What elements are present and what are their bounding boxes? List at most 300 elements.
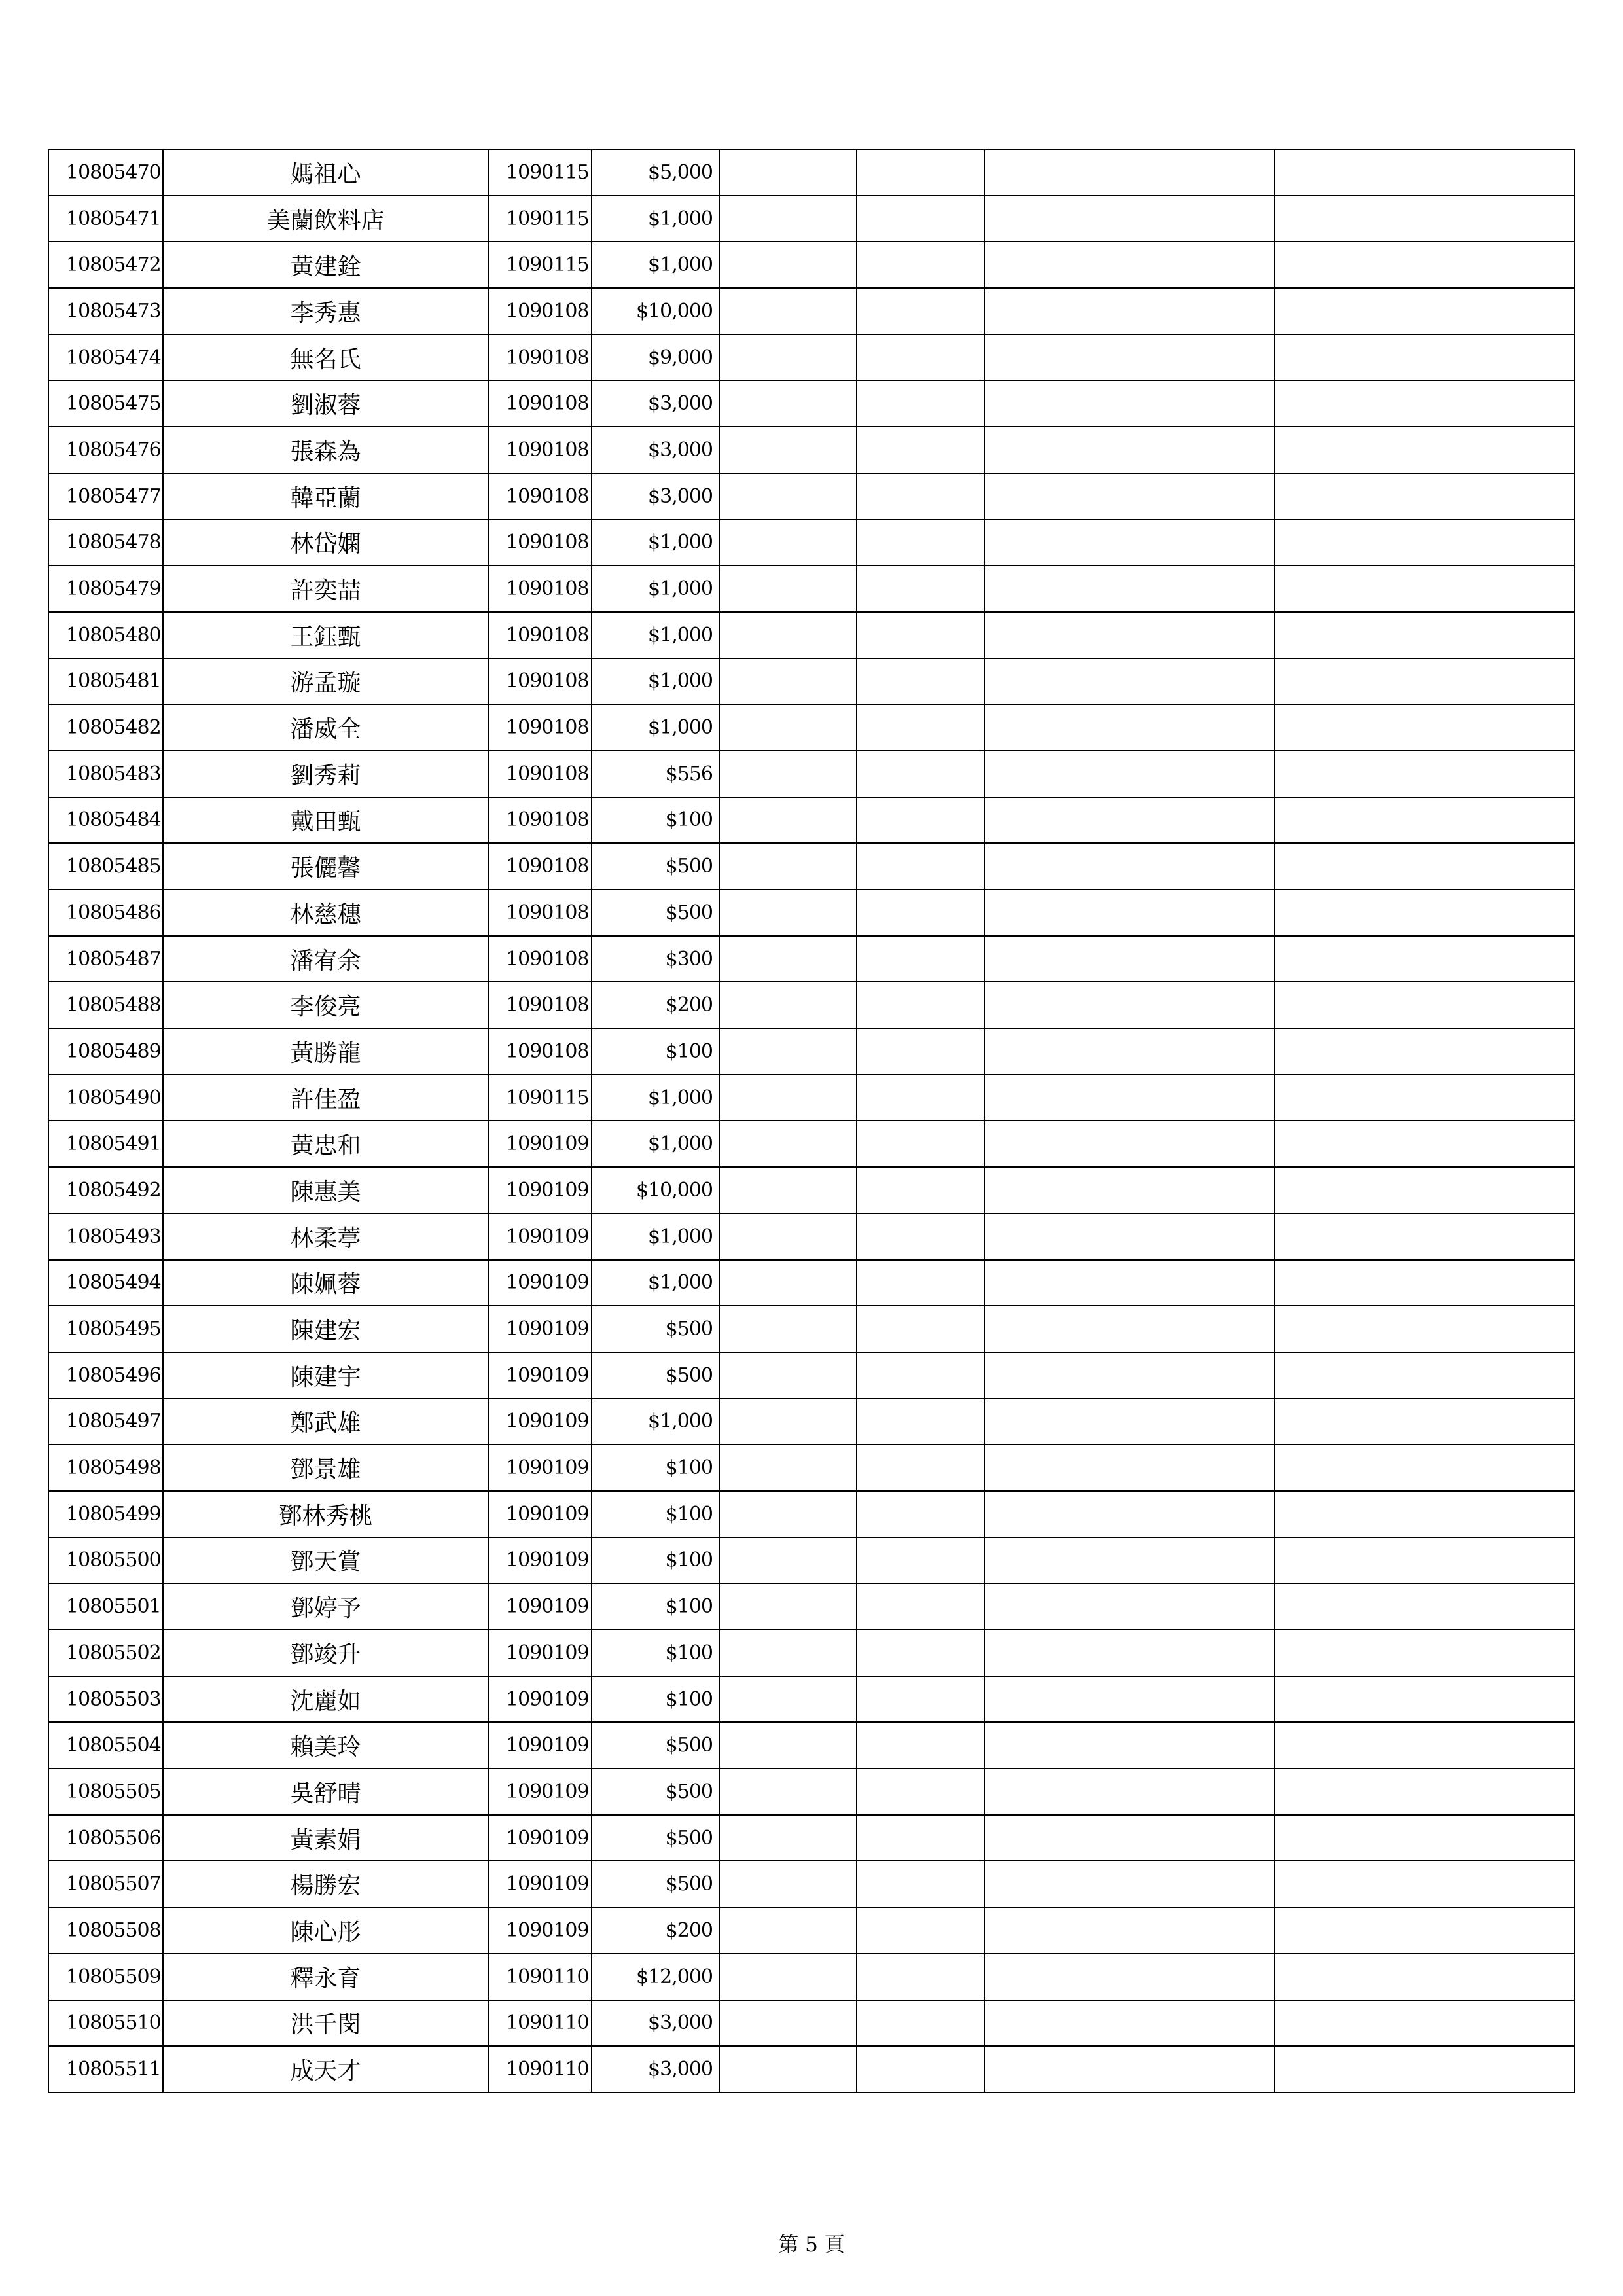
date-cell: 1090108: [488, 427, 592, 473]
table-row: [48, 843, 1575, 889]
empty-cell: [719, 380, 857, 427]
donor-name-cell: 黃素娟: [163, 1815, 488, 1861]
empty-cell: [984, 196, 1274, 242]
empty-cell: [1274, 751, 1575, 797]
table-row: [48, 1213, 1575, 1260]
empty-cell: [1274, 1491, 1575, 1537]
empty-cell: [719, 520, 857, 566]
empty-cell: [984, 658, 1274, 705]
date-cell: 1090109: [488, 1491, 592, 1537]
empty-cell: [719, 1491, 857, 1537]
empty-cell: [719, 1815, 857, 1861]
empty-cell: [1274, 473, 1575, 520]
table-body: [48, 149, 1575, 2092]
empty-cell: [857, 1306, 984, 1352]
empty-cell: [1274, 1213, 1575, 1260]
empty-cell: [719, 751, 857, 797]
date-cell: 1090110: [488, 1954, 592, 2000]
empty-cell: [719, 1028, 857, 1075]
table-row: [48, 196, 1575, 242]
donor-name-cell: 王鈺甄: [163, 612, 488, 658]
donor-name-cell: 張儷馨: [163, 843, 488, 889]
empty-cell: [1274, 2046, 1575, 2092]
date-cell: 1090108: [488, 936, 592, 982]
empty-cell: [857, 1444, 984, 1491]
donor-name-cell: 釋永育: [163, 1954, 488, 2000]
empty-cell: [857, 1491, 984, 1537]
empty-cell: [719, 2000, 857, 2047]
empty-cell: [984, 149, 1274, 196]
table-row: [48, 1583, 1575, 1630]
empty-cell: [1274, 427, 1575, 473]
empty-cell: [857, 242, 984, 288]
receipt-number-cell: 10805482: [48, 704, 163, 751]
amount-cell: $3,000: [592, 380, 719, 427]
donor-name-cell: 鄧婷予: [163, 1583, 488, 1630]
empty-cell: [1274, 1399, 1575, 1445]
empty-cell: [719, 1121, 857, 1167]
empty-cell: [857, 334, 984, 381]
empty-cell: [984, 565, 1274, 612]
empty-cell: [1274, 334, 1575, 381]
empty-cell: [1274, 2000, 1575, 2047]
receipt-number-cell: 10805492: [48, 1167, 163, 1213]
date-cell: 1090108: [488, 889, 592, 936]
empty-cell: [1274, 1352, 1575, 1399]
empty-cell: [984, 1213, 1274, 1260]
receipt-number-cell: 10805507: [48, 1861, 163, 1907]
amount-cell: $1,000: [592, 520, 719, 566]
amount-cell: $1,000: [592, 658, 719, 705]
empty-cell: [719, 242, 857, 288]
donor-name-cell: 張森為: [163, 427, 488, 473]
empty-cell: [857, 1954, 984, 2000]
empty-cell: [1274, 1075, 1575, 1121]
date-cell: 1090109: [488, 1630, 592, 1676]
empty-cell: [719, 843, 857, 889]
empty-cell: [719, 427, 857, 473]
empty-cell: [719, 473, 857, 520]
empty-cell: [984, 2046, 1274, 2092]
empty-cell: [984, 520, 1274, 566]
empty-cell: [857, 843, 984, 889]
amount-cell: $3,000: [592, 473, 719, 520]
table-row: [48, 1075, 1575, 1121]
empty-cell: [857, 612, 984, 658]
receipt-number-cell: 10805470: [48, 149, 163, 196]
table-row: [48, 658, 1575, 705]
date-cell: 1090109: [488, 1907, 592, 1954]
empty-cell: [1274, 520, 1575, 566]
amount-cell: $100: [592, 1630, 719, 1676]
amount-cell: $10,000: [592, 288, 719, 334]
table-row: [48, 1861, 1575, 1907]
empty-cell: [1274, 1954, 1575, 2000]
donor-name-cell: 陳建宏: [163, 1306, 488, 1352]
amount-cell: $500: [592, 843, 719, 889]
receipt-number-cell: 10805509: [48, 1954, 163, 2000]
donor-name-cell: 黃勝龍: [163, 1028, 488, 1075]
table-row: [48, 889, 1575, 936]
empty-cell: [719, 196, 857, 242]
empty-cell: [1274, 658, 1575, 705]
donor-name-cell: 鄭武雄: [163, 1399, 488, 1445]
empty-cell: [719, 1444, 857, 1491]
receipt-number-cell: 10805485: [48, 843, 163, 889]
empty-cell: [984, 751, 1274, 797]
empty-cell: [984, 1352, 1274, 1399]
donor-name-cell: 陳建宇: [163, 1352, 488, 1399]
empty-cell: [984, 612, 1274, 658]
donor-name-cell: 陳心彤: [163, 1907, 488, 1954]
date-cell: 1090109: [488, 1583, 592, 1630]
empty-cell: [719, 704, 857, 751]
empty-cell: [719, 149, 857, 196]
donor-name-cell: 鄧景雄: [163, 1444, 488, 1491]
empty-cell: [1274, 380, 1575, 427]
empty-cell: [984, 380, 1274, 427]
empty-cell: [857, 1121, 984, 1167]
empty-cell: [719, 2046, 857, 2092]
empty-cell: [984, 1907, 1274, 1954]
date-cell: 1090109: [488, 1306, 592, 1352]
date-cell: 1090108: [488, 797, 592, 844]
date-cell: 1090109: [488, 1213, 592, 1260]
date-cell: 1090108: [488, 612, 592, 658]
empty-cell: [857, 1075, 984, 1121]
donor-name-cell: 美蘭飲料店: [163, 196, 488, 242]
donor-name-cell: 林慈穗: [163, 889, 488, 936]
donor-name-cell: 媽祖心: [163, 149, 488, 196]
empty-cell: [857, 1352, 984, 1399]
amount-cell: $100: [592, 1676, 719, 1723]
empty-cell: [719, 1075, 857, 1121]
table-row: [48, 612, 1575, 658]
amount-cell: $3,000: [592, 2000, 719, 2047]
donor-name-cell: 成天才: [163, 2046, 488, 2092]
receipt-number-cell: 10805511: [48, 2046, 163, 2092]
empty-cell: [719, 1954, 857, 2000]
amount-cell: $1,000: [592, 1213, 719, 1260]
empty-cell: [719, 889, 857, 936]
empty-cell: [1274, 565, 1575, 612]
empty-cell: [857, 1213, 984, 1260]
table-row: [48, 797, 1575, 844]
empty-cell: [984, 1028, 1274, 1075]
table-row: [48, 1028, 1575, 1075]
donor-name-cell: 沈麗如: [163, 1676, 488, 1723]
empty-cell: [719, 1583, 857, 1630]
receipt-number-cell: 10805501: [48, 1583, 163, 1630]
donor-name-cell: 許佳盈: [163, 1075, 488, 1121]
donor-name-cell: 楊勝宏: [163, 1861, 488, 1907]
empty-cell: [1274, 149, 1575, 196]
amount-cell: $500: [592, 1722, 719, 1768]
empty-cell: [719, 1722, 857, 1768]
empty-cell: [857, 982, 984, 1028]
receipt-number-cell: 10805476: [48, 427, 163, 473]
empty-cell: [719, 612, 857, 658]
receipt-number-cell: 10805480: [48, 612, 163, 658]
empty-cell: [984, 1491, 1274, 1537]
donor-name-cell: 林柔葶: [163, 1213, 488, 1260]
empty-cell: [984, 1075, 1274, 1121]
empty-cell: [857, 1260, 984, 1306]
donor-name-cell: 李秀惠: [163, 288, 488, 334]
table-row: [48, 1676, 1575, 1723]
empty-cell: [984, 1167, 1274, 1213]
date-cell: 1090108: [488, 1028, 592, 1075]
donation-table: [48, 149, 1575, 2093]
table-row: [48, 427, 1575, 473]
donor-name-cell: 潘宥余: [163, 936, 488, 982]
receipt-number-cell: 10805472: [48, 242, 163, 288]
empty-cell: [857, 380, 984, 427]
page-number: 第 5 頁: [778, 2233, 845, 2257]
empty-cell: [1274, 1676, 1575, 1723]
date-cell: 1090109: [488, 1676, 592, 1723]
table-row: [48, 565, 1575, 612]
date-cell: 1090108: [488, 843, 592, 889]
table-row: [48, 242, 1575, 288]
table-row: [48, 149, 1575, 196]
empty-cell: [984, 704, 1274, 751]
receipt-number-cell: 10805500: [48, 1537, 163, 1584]
date-cell: 1090109: [488, 1722, 592, 1768]
empty-cell: [1274, 1907, 1575, 1954]
receipt-number-cell: 10805486: [48, 889, 163, 936]
receipt-number-cell: 10805479: [48, 565, 163, 612]
receipt-number-cell: 10805493: [48, 1213, 163, 1260]
table-row: [48, 1630, 1575, 1676]
empty-cell: [984, 1722, 1274, 1768]
empty-cell: [984, 1630, 1274, 1676]
donor-name-cell: 戴田甄: [163, 797, 488, 844]
empty-cell: [1274, 1722, 1575, 1768]
table-row: [48, 520, 1575, 566]
empty-cell: [1274, 1028, 1575, 1075]
date-cell: 1090109: [488, 1167, 592, 1213]
empty-cell: [719, 288, 857, 334]
empty-cell: [1274, 288, 1575, 334]
empty-cell: [1274, 1167, 1575, 1213]
empty-cell: [984, 1399, 1274, 1445]
empty-cell: [984, 1768, 1274, 1815]
empty-cell: [984, 1583, 1274, 1630]
date-cell: 1090108: [488, 380, 592, 427]
empty-cell: [984, 1676, 1274, 1723]
empty-cell: [984, 1121, 1274, 1167]
receipt-number-cell: 10805497: [48, 1399, 163, 1445]
empty-cell: [1274, 612, 1575, 658]
empty-cell: [1274, 843, 1575, 889]
date-cell: 1090109: [488, 1768, 592, 1815]
empty-cell: [719, 797, 857, 844]
date-cell: 1090109: [488, 1815, 592, 1861]
date-cell: 1090109: [488, 1861, 592, 1907]
empty-cell: [984, 1815, 1274, 1861]
amount-cell: $500: [592, 1306, 719, 1352]
donor-name-cell: 潘威全: [163, 704, 488, 751]
empty-cell: [1274, 1537, 1575, 1584]
donor-name-cell: 賴美玲: [163, 1722, 488, 1768]
date-cell: 1090108: [488, 982, 592, 1028]
donor-name-cell: 劉淑蓉: [163, 380, 488, 427]
empty-cell: [984, 1861, 1274, 1907]
donor-name-cell: 鄧林秀桃: [163, 1491, 488, 1537]
date-cell: 1090108: [488, 288, 592, 334]
empty-cell: [984, 797, 1274, 844]
empty-cell: [857, 1907, 984, 1954]
empty-cell: [984, 1954, 1274, 2000]
date-cell: 1090115: [488, 196, 592, 242]
empty-cell: [1274, 1630, 1575, 1676]
amount-cell: $500: [592, 1815, 719, 1861]
empty-cell: [719, 1537, 857, 1584]
amount-cell: $100: [592, 797, 719, 844]
amount-cell: $500: [592, 1861, 719, 1907]
empty-cell: [719, 1213, 857, 1260]
table-row: [48, 380, 1575, 427]
empty-cell: [984, 288, 1274, 334]
receipt-number-cell: 10805510: [48, 2000, 163, 2047]
amount-cell: $1,000: [592, 1121, 719, 1167]
empty-cell: [1274, 1815, 1575, 1861]
empty-cell: [984, 242, 1274, 288]
empty-cell: [857, 1028, 984, 1075]
table-row: [48, 1167, 1575, 1213]
donor-name-cell: 韓亞蘭: [163, 473, 488, 520]
receipt-number-cell: 10805474: [48, 334, 163, 381]
amount-cell: $1,000: [592, 612, 719, 658]
donor-name-cell: 游孟璇: [163, 658, 488, 705]
table-row: [48, 473, 1575, 520]
receipt-number-cell: 10805503: [48, 1676, 163, 1723]
table-row: [48, 1444, 1575, 1491]
donor-name-cell: 吳舒晴: [163, 1768, 488, 1815]
empty-cell: [719, 1907, 857, 1954]
empty-cell: [1274, 1768, 1575, 1815]
amount-cell: $500: [592, 889, 719, 936]
donor-name-cell: 李俊亮: [163, 982, 488, 1028]
empty-cell: [857, 1399, 984, 1445]
table-row: [48, 1399, 1575, 1445]
empty-cell: [1274, 1121, 1575, 1167]
empty-cell: [857, 658, 984, 705]
empty-cell: [719, 1260, 857, 1306]
table-row: [48, 704, 1575, 751]
empty-cell: [719, 1861, 857, 1907]
amount-cell: $200: [592, 1907, 719, 1954]
amount-cell: $1,000: [592, 196, 719, 242]
empty-cell: [857, 1630, 984, 1676]
empty-cell: [857, 704, 984, 751]
empty-cell: [857, 520, 984, 566]
date-cell: 1090110: [488, 2000, 592, 2047]
donor-name-cell: 鄧天賞: [163, 1537, 488, 1584]
receipt-number-cell: 10805495: [48, 1306, 163, 1352]
receipt-number-cell: 10805490: [48, 1075, 163, 1121]
empty-cell: [984, 1444, 1274, 1491]
empty-cell: [857, 1676, 984, 1723]
empty-cell: [1274, 797, 1575, 844]
receipt-number-cell: 10805471: [48, 196, 163, 242]
receipt-number-cell: 10805508: [48, 1907, 163, 1954]
receipt-number-cell: 10805488: [48, 982, 163, 1028]
empty-cell: [1274, 242, 1575, 288]
receipt-number-cell: 10805481: [48, 658, 163, 705]
empty-cell: [984, 889, 1274, 936]
amount-cell: $1,000: [592, 1260, 719, 1306]
table-row: [48, 1954, 1575, 2000]
table-row: [48, 2046, 1575, 2092]
table-row: [48, 1352, 1575, 1399]
receipt-number-cell: 10805502: [48, 1630, 163, 1676]
empty-cell: [719, 1352, 857, 1399]
table-row: [48, 1722, 1575, 1768]
date-cell: 1090110: [488, 2046, 592, 2092]
receipt-number-cell: 10805478: [48, 520, 163, 566]
empty-cell: [857, 936, 984, 982]
amount-cell: $100: [592, 1537, 719, 1584]
empty-cell: [857, 889, 984, 936]
table-row: [48, 1260, 1575, 1306]
receipt-number-cell: 10805499: [48, 1491, 163, 1537]
empty-cell: [857, 797, 984, 844]
date-cell: 1090108: [488, 334, 592, 381]
date-cell: 1090109: [488, 1399, 592, 1445]
donor-name-cell: 陳姵蓉: [163, 1260, 488, 1306]
amount-cell: $3,000: [592, 2046, 719, 2092]
donor-name-cell: 陳惠美: [163, 1167, 488, 1213]
amount-cell: $100: [592, 1444, 719, 1491]
empty-cell: [719, 1306, 857, 1352]
receipt-number-cell: 10805504: [48, 1722, 163, 1768]
amount-cell: $556: [592, 751, 719, 797]
empty-cell: [857, 751, 984, 797]
empty-cell: [719, 1676, 857, 1723]
receipt-number-cell: 10805475: [48, 380, 163, 427]
empty-cell: [1274, 196, 1575, 242]
empty-cell: [1274, 704, 1575, 751]
amount-cell: $200: [592, 982, 719, 1028]
empty-cell: [719, 1399, 857, 1445]
empty-cell: [719, 658, 857, 705]
empty-cell: [984, 473, 1274, 520]
date-cell: 1090109: [488, 1444, 592, 1491]
table-row: [48, 1491, 1575, 1537]
amount-cell: $1,000: [592, 565, 719, 612]
table-row: [48, 1815, 1575, 1861]
empty-cell: [857, 1537, 984, 1584]
date-cell: 1090115: [488, 242, 592, 288]
empty-cell: [984, 936, 1274, 982]
empty-cell: [857, 565, 984, 612]
empty-cell: [984, 1306, 1274, 1352]
donor-name-cell: 無名氏: [163, 334, 488, 381]
empty-cell: [1274, 982, 1575, 1028]
date-cell: 1090109: [488, 1260, 592, 1306]
amount-cell: $3,000: [592, 427, 719, 473]
donor-name-cell: 黃建銓: [163, 242, 488, 288]
empty-cell: [719, 1768, 857, 1815]
amount-cell: $500: [592, 1352, 719, 1399]
amount-cell: $10,000: [592, 1167, 719, 1213]
empty-cell: [857, 2046, 984, 2092]
receipt-number-cell: 10805498: [48, 1444, 163, 1491]
amount-cell: $9,000: [592, 334, 719, 381]
date-cell: 1090108: [488, 704, 592, 751]
